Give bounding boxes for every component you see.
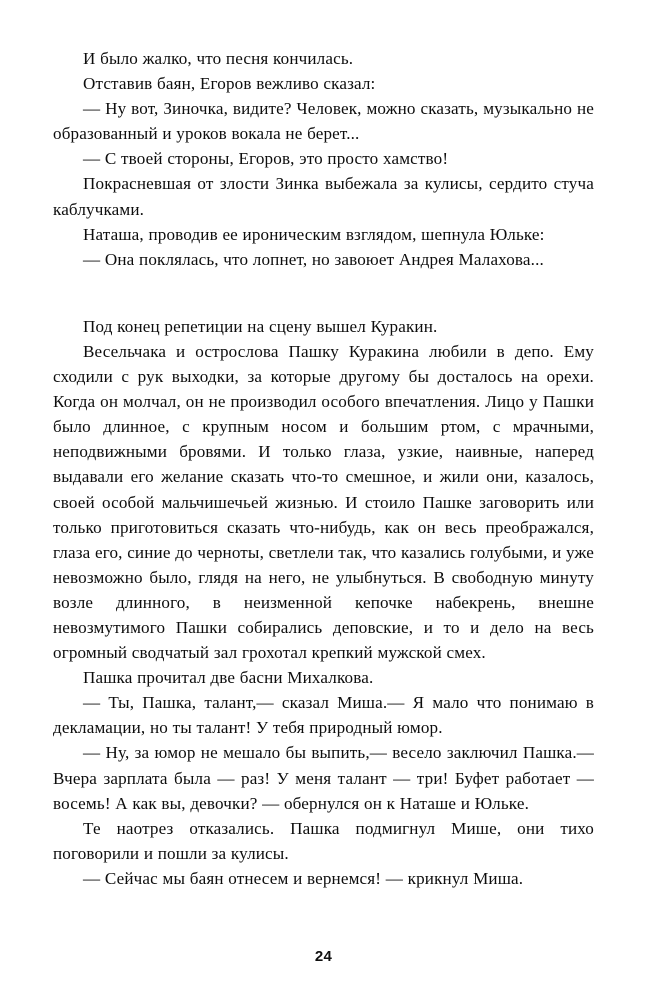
paragraph: — Ты, Пашка, талант,— сказал Миша.— Я мало что понимаю в декламации, но ты талант! У тебя природный юмор. [53, 693, 594, 738]
paragraph: Наташа, проводив ее ироническим взглядом, шепнула Юльке: [83, 224, 545, 244]
paragraph: Покрасневшая от злости Зинка выбежала за кулисы, сердито стуча каблучками. [53, 174, 594, 219]
paragraph: — Она поклялась, что лопнет, но завоюет Андрея Малахова... [83, 249, 544, 269]
paragraph: Отставив баян, Егоров вежливо сказал: [83, 74, 376, 94]
paragraph: Те наотрез отказались. Пашка подмигнул Мише, они тихо поговорили и пошли за кулисы. [53, 818, 594, 863]
section-one [53, 46, 594, 272]
paragraph: Пашка прочитал две басни Михалкова. [83, 668, 374, 688]
page-number: 24 [314, 948, 333, 965]
paragraph: Под конец репетиции на сцену вышел Куракин. [83, 316, 438, 336]
text-column [53, 46, 594, 891]
section-divider-space [53, 272, 594, 314]
paragraph: — Сейчас мы баян отнесем и вернемся! — крикнул Миша. [83, 868, 524, 888]
paragraph: — Ну вот, Зиночка, видите? Человек, можно сказать, музыкально не образованный и уроков вокала не берет... [53, 99, 594, 144]
paragraph: Весельчака и острослова Пашку Куракина любили в депо. Ему сходили с рук выходки, за которые другому бы досталось на орехи. Когда он молчал, он не производил особого впечатления. Лицо у Пашки было длинное, с крупным носом и большим ртом, с мрачными, неподвижными бровями. И только глаза, узкие, наивные, наперед выдавали его желание сказать что-то смешное, и жили они, казалось, своей особой мальчишечьей жизнью. И стоило Пашке заговорить или только приготовиться сказать что-нибудь, как он весь преображался, глаза его, синие до черноты, светлели так, что казались голубыми, и уже невозможно было, глядя на него, не улыбнуться. В свободную минуту возле длинного, в неизменной кепочке набекрень, внешне невозмутимого Пашки собирались деповские, и то и дело на весь огромный сводчатый зал грохотал крепкий мужской смех. [53, 341, 594, 663]
paragraph: — С твоей стороны, Егоров, это просто хамство! [83, 149, 449, 169]
section-two [53, 314, 594, 891]
paragraph: И было жалко, что песня кончилась. [83, 49, 354, 68]
paragraph: — Ну, за юмор не мешало бы выпить,— весело заключил Пашка.— Вчера зарплата была — раз! У меня талант — три! Буфет работает — восемь! А как вы, девочки? — обернулся он к Наташе и Юльке. [53, 743, 594, 813]
